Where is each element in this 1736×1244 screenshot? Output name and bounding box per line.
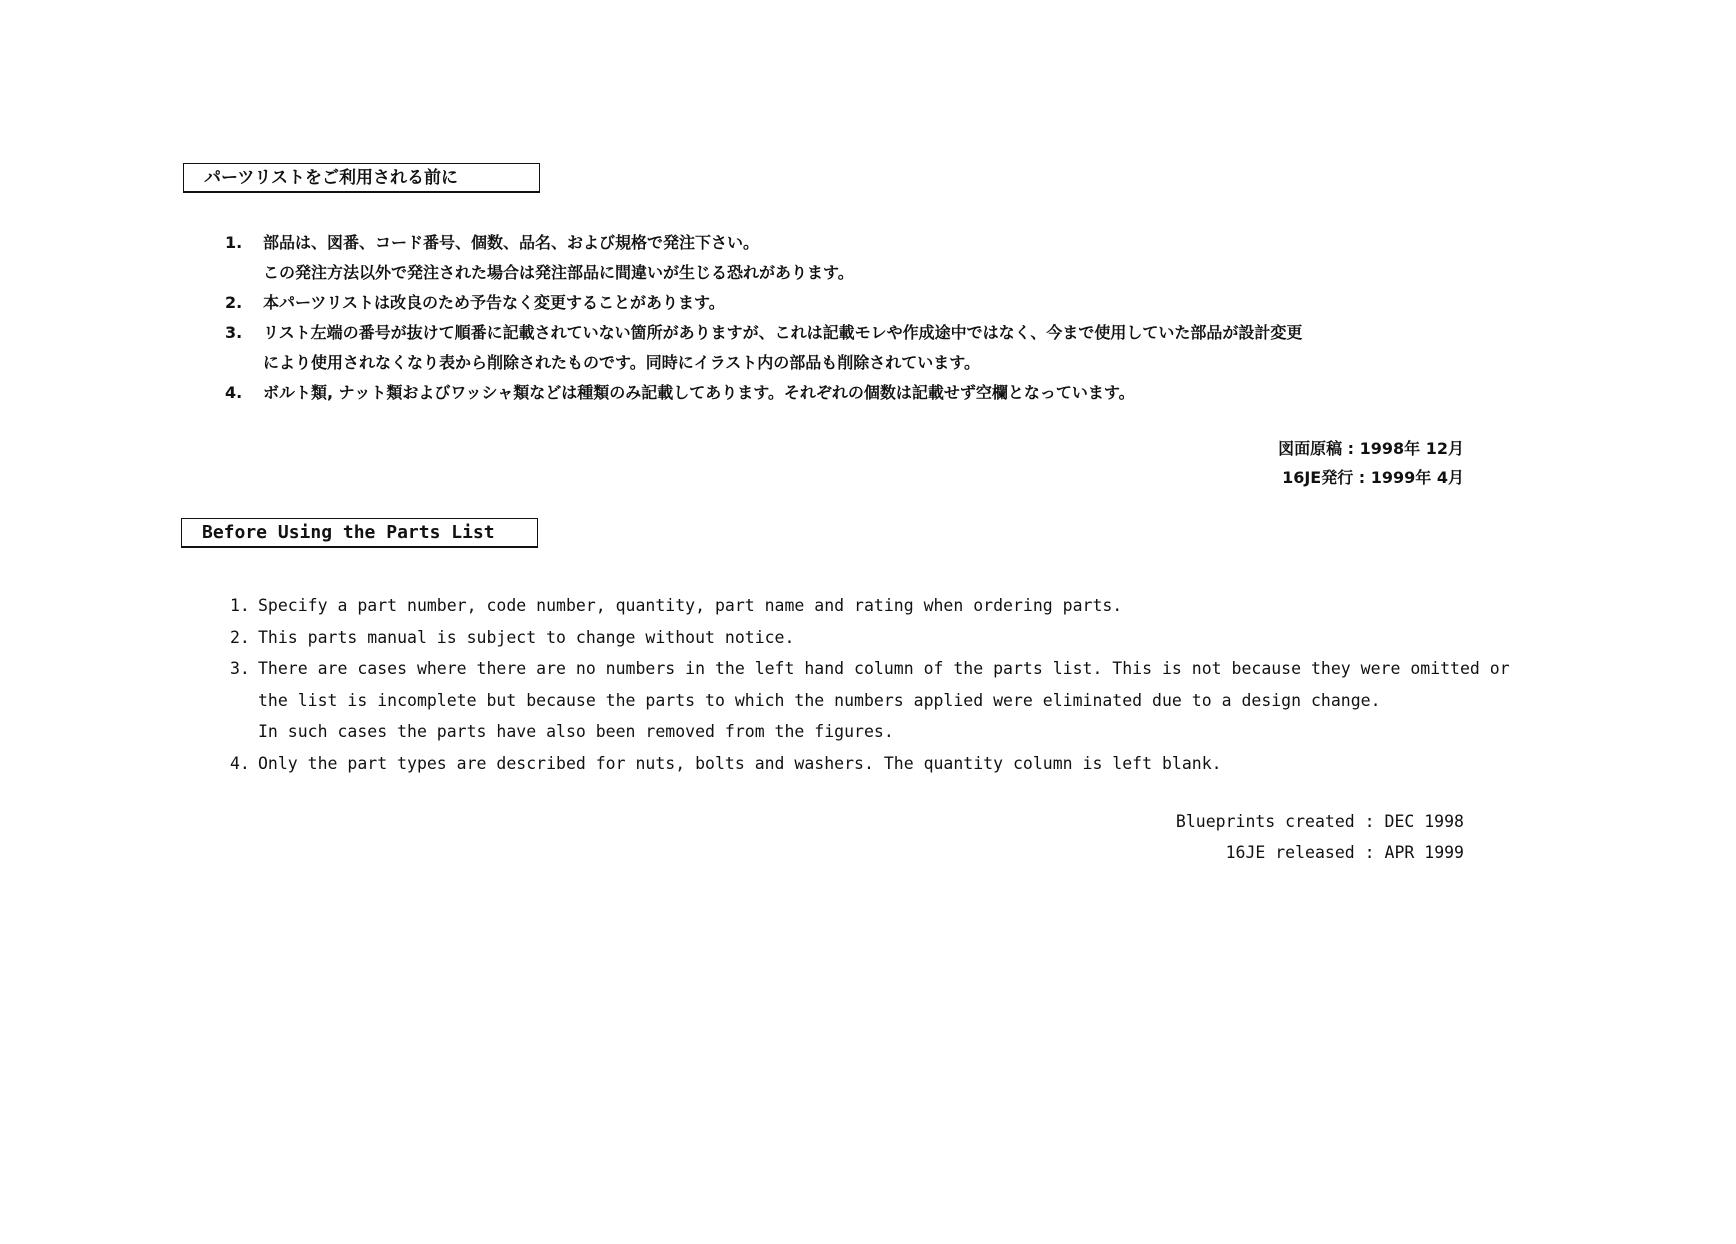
item-line: により使用されなくなり表から削除されたものです。同時にイラスト内の部品も削除されています。 [263,353,980,372]
japanese-notes-list [225,228,1302,408]
item-line: Specify a part number, code number, quantity, part name and rating when ordering parts. [258,596,1123,615]
blueprints-date: Blueprints created : DEC 1998 [1175,812,1464,831]
item-number: 2. [230,627,250,647]
item-line: There are cases where there are no numbers in the left hand column of the parts list. This is not because they were omitted or [258,659,1510,678]
japanese-publication-info [1278,434,1464,492]
item-line: 部品は、図番、コード番号、個数、品名、および規格で発注下さい。 [263,233,760,252]
item-line: This parts manual is subject to change without notice. [258,627,795,647]
item-number: 3. [230,659,250,678]
list-item [230,590,1510,622]
item-line: リスト左端の番号が抜けて順番に記載されていない箇所がありますが、これは記載モレや作成途中ではなく、今まで使用していた部品が設計変更 [263,323,1303,342]
item-line: the list is incomplete but because the parts to which the numbers applied were eliminated due to a design change. [258,690,1381,710]
item-number: 3. [225,323,243,342]
release-date: 16JE発行 : 1999年 4月 [1282,468,1464,487]
item-line: In such cases the parts have also been removed from the figures. [258,722,894,741]
japanese-section-title [183,163,540,193]
item-number: 4. [230,753,250,773]
japanese-section-title-text: パーツリストをご利用される前に [204,168,458,188]
list-item [230,653,1510,748]
release-date: 16JE released : APR 1999 [1225,843,1464,862]
english-notes-list [230,590,1510,779]
english-publication-info [1176,806,1464,868]
english-section-title [181,518,538,548]
list-item [225,228,1302,288]
list-item [225,378,1302,408]
item-number: 1. [225,233,243,252]
item-number: 4. [225,383,243,402]
list-item [225,288,1302,318]
item-line: 本パーツリストは改良のため予告なく変更することがあります。 [263,293,725,312]
item-line: Only the part types are described for nuts, bolts and washers. The quantity column is left blank. [258,753,1222,773]
list-item [230,748,1510,780]
item-number: 1. [230,596,250,615]
list-item [225,318,1302,378]
drawing-date: 図面原稿 : 1998年 12月 [1278,439,1464,458]
english-section-title-text: Before Using the Parts List [202,522,495,543]
list-item [230,622,1510,654]
item-number: 2. [225,293,243,312]
item-line: この発注方法以外で発注された場合は発注部品に間違いが生じる恐れがあります。 [263,263,854,282]
item-line: ボルト類, ナット類およびワッシャ類などは種類のみ記載してあります。それぞれの個数は記載せず空欄となっています。 [263,383,1135,402]
